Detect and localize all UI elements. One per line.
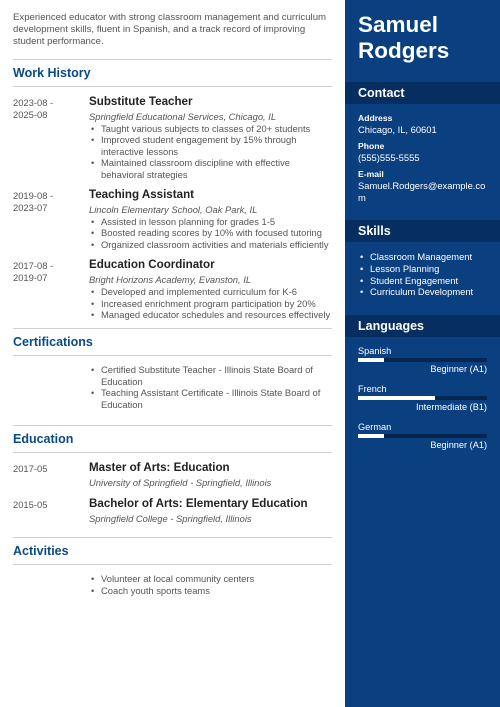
last-name: Rodgers — [358, 38, 450, 63]
job-date-end: 2019-07 — [13, 272, 48, 284]
work-history-list — [13, 95, 333, 320]
skill-item: • Classroom Management — [358, 251, 492, 263]
language-bar — [358, 434, 487, 438]
job-bullets — [89, 286, 333, 320]
bullet: • Maintained classroom discipline with effective behavioral strategies — [89, 157, 333, 180]
first-name: Samuel — [358, 12, 439, 37]
skill-item: • Curriculum Development — [358, 286, 492, 298]
divider — [13, 537, 332, 538]
language-name: German — [358, 422, 392, 432]
job-bullets — [89, 123, 333, 180]
job-date-start: 2023-08 - — [13, 97, 54, 108]
job-org: Springfield Educational Services, Chicago, IL — [89, 111, 277, 122]
divider — [13, 328, 332, 329]
certifications-title: Certifications — [13, 335, 93, 350]
job-entry — [13, 258, 333, 320]
job-org: Bright Horizons Academy, Evanston, IL — [89, 274, 252, 286]
skills-list — [358, 251, 492, 298]
summary: Experienced educator with strong classroom management and curriculum development skills, fluent in Spanish, and a track record of improving student performance. — [13, 12, 327, 47]
language-bar-fill — [358, 434, 384, 438]
job-dates — [13, 188, 89, 250]
school: Springfield College - Springfield, Illinois — [89, 513, 252, 525]
education-date: 2015-05 — [13, 499, 48, 511]
degree: Bachelor of Arts: Elementary Education — [89, 497, 308, 511]
job-dates — [13, 258, 89, 320]
bullet: • Improved student engagement by 15% through interactive lessons — [89, 134, 333, 157]
job-entry — [13, 95, 333, 180]
divider — [13, 355, 332, 356]
address-label: Address — [358, 113, 393, 123]
language-level: Intermediate (B1) — [416, 402, 487, 412]
certification-item: • Teaching Assistant Certificate - Illinois State Board of Education — [89, 387, 333, 410]
candidate-name — [358, 12, 449, 64]
activity-item: • Coach youth sports teams — [89, 585, 333, 596]
language-level: Beginner (A1) — [430, 364, 487, 374]
activity-item: • Volunteer at local community centers — [89, 573, 333, 584]
education-title: Education — [13, 432, 74, 447]
language-bar — [358, 396, 487, 400]
work-history-title: Work History — [13, 66, 91, 80]
job-date-end: 2023-07 — [13, 202, 48, 214]
job-org: Lincoln Elementary School, Oak Park, IL — [89, 204, 258, 216]
bullet: • Managed educator schedules and resources effectively — [89, 309, 333, 320]
activities-title: Activities — [13, 544, 69, 559]
language-name: Spanish — [358, 346, 392, 356]
divider — [13, 425, 332, 426]
divider — [13, 86, 332, 87]
bullet: • Developed and implemented curriculum for K-6 — [89, 286, 333, 297]
job-date-start: 2019-08 - — [13, 190, 54, 202]
divider — [13, 452, 332, 453]
language-bar-fill — [358, 358, 384, 362]
degree: Master of Arts: Education — [89, 461, 230, 475]
job-title: Substitute Teacher — [89, 95, 193, 108]
job-bullets — [89, 216, 333, 250]
phone-label: Phone — [358, 141, 385, 151]
divider — [13, 59, 332, 60]
job-date-end: 2025-08 — [13, 109, 48, 120]
bullet: • Organized classroom activities and materials efficiently — [89, 239, 333, 250]
language-bar — [358, 358, 487, 362]
bullet: • Taught various subjects to classes of 20+ students — [89, 123, 333, 134]
certification-item: • Certified Substitute Teacher - Illinois State Board of Education — [89, 364, 333, 387]
certifications-list — [13, 364, 333, 410]
education-entry — [13, 461, 333, 489]
bullet: • Increased enrichment program participation by 20% — [89, 298, 333, 309]
language-bar-fill — [358, 396, 435, 400]
language-name: French — [358, 384, 387, 394]
phone-value: (555)555-5555 — [358, 152, 420, 163]
school: University of Springfield - Springfield, Illinois — [89, 477, 272, 489]
skill-item: • Lesson Planning — [358, 263, 492, 275]
job-title: Teaching Assistant — [89, 188, 195, 202]
languages-title: Languages — [358, 319, 424, 333]
email-value: Samuel.Rodgers@example.com — [358, 180, 486, 203]
education-entry — [13, 497, 333, 525]
email-label: E-mail — [358, 169, 384, 179]
address-value: Chicago, IL, 60601 — [358, 124, 437, 135]
education-date: 2017-05 — [13, 463, 48, 475]
skill-item: • Student Engagement — [358, 275, 492, 287]
job-dates — [13, 95, 89, 180]
job-entry — [13, 188, 333, 250]
divider — [13, 564, 332, 565]
activities-list — [13, 573, 333, 596]
bullet: • Boosted reading scores by 10% with focused tutoring — [89, 227, 333, 238]
job-title: Education Coordinator — [89, 258, 215, 272]
bullet: • Assisted in lesson planning for grades 1-5 — [89, 216, 333, 227]
job-date-start: 2017-08 - — [13, 260, 54, 272]
skills-title: Skills — [358, 224, 391, 238]
language-level: Beginner (A1) — [430, 440, 487, 450]
contact-title: Contact — [358, 86, 405, 100]
